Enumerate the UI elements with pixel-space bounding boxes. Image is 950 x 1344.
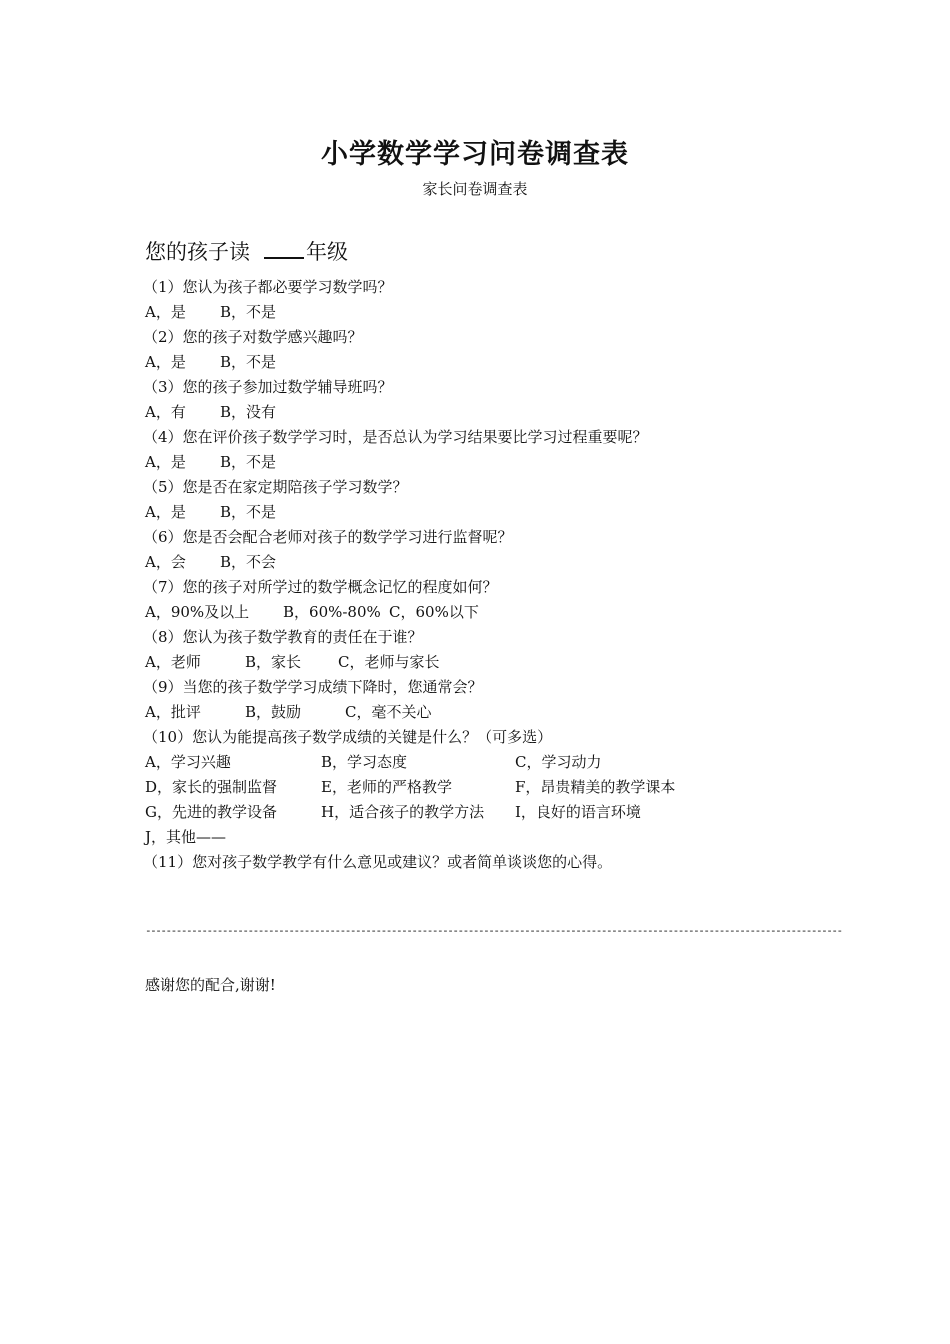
option-6a[interactable]: A，会 [145,553,186,571]
option-6b[interactable]: B，不会 [220,553,277,571]
options-6 [145,550,845,575]
page-subtitle: 家长问卷调查表 [422,180,528,198]
option-8b[interactable]: B，家长 [245,653,302,671]
question-7: （7）您的孩子对所学过的数学概念记忆的程度如何？ [143,578,498,596]
option-10a[interactable]: A，学习兴趣 [145,753,231,771]
question-3: （3）您的孩子参加过数学辅导班吗？ [143,378,393,396]
option-10d[interactable]: D，家长的强制监督 [145,778,278,796]
question-9: （9）当您的孩子数学学习成绩下降时，您通常会？ [143,678,483,696]
grade-prefix: 您的孩子读 [145,240,250,264]
option-1a[interactable]: A，是 [145,303,186,321]
option-10g[interactable]: G，先进的教学设备 [145,803,277,821]
options-9 [145,700,845,725]
option-10b[interactable]: B，学习态度 [321,753,408,771]
option-10i[interactable]: I，良好的语言环境 [515,803,641,821]
option-10f[interactable]: F，昂贵精美的教学课本 [515,778,676,796]
question-1: （1）您认为孩子都必要学习数学吗？ [143,278,393,296]
options-10-row-3 [145,800,845,825]
question-4: （4）您在评价孩子数学学习时，是否总认为学习结果要比学习过程重要呢？ [143,428,648,446]
option-10j[interactable]: J，其他—— [145,828,227,846]
options-4 [145,450,845,475]
option-3b[interactable]: B，没有 [220,403,277,421]
option-4a[interactable]: A，是 [145,453,186,471]
option-7c[interactable]: C，60%以下 [389,603,479,621]
answer-separator-line: ---------------------------------------------------------------------------------------------------------------------------------------- [145,924,842,937]
grade-line [145,236,348,266]
options-5 [145,500,845,525]
option-5a[interactable]: A，是 [145,503,186,521]
options-10-row-2 [145,775,845,800]
question-8: （8）您认为孩子数学教育的责任在于谁？ [143,628,423,646]
question-6: （6）您是否会配合老师对孩子的数学学习进行监督呢？ [143,528,513,546]
option-2a[interactable]: A，是 [145,353,186,371]
option-5b[interactable]: B，不是 [220,503,277,521]
option-7a[interactable]: A，90%及以上 [145,603,250,621]
page-title: 小学数学学习问卷调查表 [321,139,629,170]
option-9a[interactable]: A，批评 [145,703,201,721]
option-8c[interactable]: C，老师与家长 [338,653,440,671]
question-list [145,275,845,875]
question-5: （5）您是否在家定期陪孩子学习数学？ [143,478,408,496]
options-2 [145,350,845,375]
options-8 [145,650,845,675]
options-3 [145,400,845,425]
option-2b[interactable]: B，不是 [220,353,277,371]
question-2: （2）您的孩子对数学感兴趣吗？ [143,328,363,346]
options-7 [145,600,845,625]
option-4b[interactable]: B，不是 [220,453,277,471]
option-9b[interactable]: B，鼓励 [245,703,302,721]
thanks-note: 感谢您的配合,谢谢! [145,976,276,994]
option-1b[interactable]: B，不是 [220,303,277,321]
option-7b[interactable]: B，60%-80% [283,603,381,621]
grade-blank[interactable] [264,237,304,259]
option-3a[interactable]: A，有 [145,403,186,421]
option-10c[interactable]: C，学习动力 [515,753,602,771]
option-8a[interactable]: A，老师 [145,653,201,671]
option-9c[interactable]: C，毫不关心 [345,703,432,721]
question-11: （11）您对孩子数学教学有什么意见或建议？或者简单谈谈您的心得。 [143,853,613,871]
options-10-row-4 [145,825,845,850]
options-1 [145,300,845,325]
grade-suffix: 年级 [306,240,348,264]
options-10-row-1 [145,750,845,775]
question-10: （10）您认为能提高孩子数学成绩的关键是什么？（可多选） [143,728,553,746]
option-10h[interactable]: H，适合孩子的教学方法 [321,803,485,821]
option-10e[interactable]: E，老师的严格教学 [321,778,452,796]
